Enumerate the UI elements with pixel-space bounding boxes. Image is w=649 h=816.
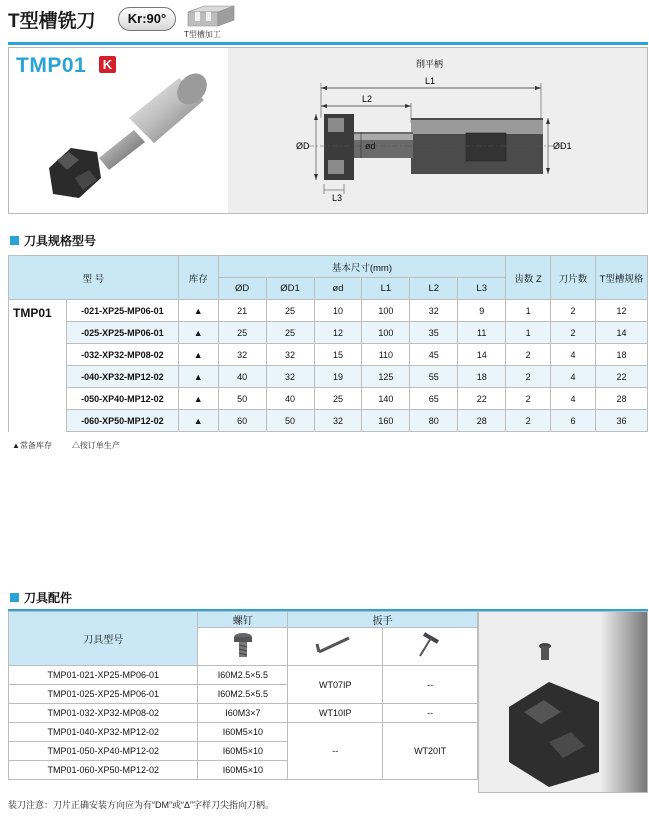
acc-wrench1: -- <box>288 723 383 780</box>
kr-angle-badge: Kr:90° <box>118 7 176 31</box>
spec-d: 60 <box>218 410 266 432</box>
series-name: TMP01 <box>9 300 67 432</box>
spec-l3: 22 <box>458 388 506 410</box>
header-stock: 库存 <box>178 256 218 300</box>
spec-d: 25 <box>314 388 362 410</box>
acc-model: TMP01-025-XP25-MP06-01 <box>9 685 198 704</box>
spec-inserts: 4 <box>551 366 596 388</box>
header-slot: T型槽规格 <box>595 256 647 300</box>
spec-l2: 45 <box>410 344 458 366</box>
acc-screw: I60M5×10 <box>198 761 288 780</box>
spec-row <box>9 344 648 366</box>
spec-l1: 100 <box>362 300 410 322</box>
spec-slot: 36 <box>595 410 647 432</box>
spec-d1: 25 <box>266 300 314 322</box>
spec-code: -060-XP50-MP12-02 <box>66 410 178 432</box>
spec-slot: 18 <box>595 344 647 366</box>
spec-l1: 140 <box>362 388 410 410</box>
spec-l1: 160 <box>362 410 410 432</box>
header-d1: ØD1 <box>266 278 314 300</box>
screw-image-cell <box>198 628 288 666</box>
l-wrench-icon <box>313 632 357 658</box>
spec-stock: ▲ <box>178 388 218 410</box>
acc-screw: I60M5×10 <box>198 723 288 742</box>
acc-wrench1: WT07IP <box>288 666 383 704</box>
spec-code: -040-XP32-MP12-02 <box>66 366 178 388</box>
stock-legend <box>12 440 120 451</box>
spec-z: 2 <box>506 388 551 410</box>
spec-d: 50 <box>218 388 266 410</box>
header-small-d: ød <box>314 278 362 300</box>
spec-row <box>9 300 648 322</box>
header-dimensions: 基本尺寸(mm) <box>218 256 505 278</box>
page-title: T型槽铣刀 <box>8 11 96 32</box>
header-inserts: 刀片数 <box>551 256 596 300</box>
spec-l2: 32 <box>410 300 458 322</box>
spec-z: 1 <box>506 322 551 344</box>
legend-stock: ▲常备库存 <box>12 441 52 450</box>
spec-stock: ▲ <box>178 344 218 366</box>
section-marker <box>10 236 19 245</box>
acc-model: TMP01-040-XP32-MP12-02 <box>9 723 198 742</box>
spec-slot: 14 <box>595 322 647 344</box>
acc-screw: I60M3×7 <box>198 704 288 723</box>
spec-inserts: 4 <box>551 344 596 366</box>
spec-l2: 65 <box>410 388 458 410</box>
spec-d: 10 <box>314 300 362 322</box>
header-model: 型 号 <box>9 256 179 300</box>
legend-order: △按订单生产 <box>71 441 120 450</box>
spec-code: -050-XP40-MP12-02 <box>66 388 178 410</box>
spec-d: 21 <box>218 300 266 322</box>
spec-z: 2 <box>506 366 551 388</box>
spec-z: 2 <box>506 410 551 432</box>
wrench-l-image-cell <box>288 628 383 666</box>
material-k-badge: K <box>99 56 116 73</box>
acc-screw: I60M2.5×5.5 <box>198 685 288 704</box>
spec-d: 15 <box>314 344 362 366</box>
acc-screw: I60M5×10 <box>198 742 288 761</box>
header-d: ØD <box>218 278 266 300</box>
spec-l3: 18 <box>458 366 506 388</box>
header-divider <box>8 42 648 45</box>
spec-slot: 12 <box>595 300 647 322</box>
dim-l1: L1 <box>425 76 436 86</box>
spec-l1: 125 <box>362 366 410 388</box>
spec-l2: 35 <box>410 322 458 344</box>
spec-stock: ▲ <box>178 322 218 344</box>
spec-section-title: 刀具规格型号 <box>24 234 97 248</box>
acc-header-screw: 螺钉 <box>198 612 288 628</box>
acc-header-model: 刀具型号 <box>9 612 198 666</box>
spec-l2: 55 <box>410 366 458 388</box>
spec-slot: 28 <box>595 388 647 410</box>
spec-inserts: 4 <box>551 388 596 410</box>
acc-wrench2: -- <box>383 666 478 704</box>
spec-z: 1 <box>506 300 551 322</box>
installation-note: 装刀注意：刀片正确安装方向应为有“DM”或“Δ”字样刀尖指向刀柄。 <box>8 800 274 810</box>
spec-l3: 14 <box>458 344 506 366</box>
spec-d1: 50 <box>266 410 314 432</box>
spec-l3: 28 <box>458 410 506 432</box>
spec-d: 12 <box>314 322 362 344</box>
spec-l3: 11 <box>458 322 506 344</box>
spec-slot: 22 <box>595 366 647 388</box>
spec-d: 40 <box>218 366 266 388</box>
accessory-photo <box>478 611 648 793</box>
spec-table <box>8 255 648 432</box>
spec-l1: 110 <box>362 344 410 366</box>
dim-l3: L3 <box>332 193 343 203</box>
spec-row <box>9 388 648 410</box>
spec-d1: 32 <box>266 366 314 388</box>
spec-inserts: 2 <box>551 322 596 344</box>
spec-d1: 25 <box>266 322 314 344</box>
dim-d1: ØD1 <box>553 141 572 151</box>
acc-screw: I60M2.5×5.5 <box>198 666 288 685</box>
header-teeth: 齿数 Z <box>506 256 551 300</box>
spec-code: -025-XP25-MP06-01 <box>66 322 178 344</box>
dim-small-d: ød <box>365 141 376 151</box>
spec-stock: ▲ <box>178 300 218 322</box>
spec-l2: 80 <box>410 410 458 432</box>
spec-stock: ▲ <box>178 410 218 432</box>
accessory-photo-image <box>479 612 647 792</box>
dim-l2: L2 <box>362 94 373 104</box>
spec-l1: 100 <box>362 322 410 344</box>
slot-caption: T型槽加工 <box>184 30 221 39</box>
header-l1: L1 <box>362 278 410 300</box>
accessory-table <box>8 611 478 780</box>
acc-wrench1: WT10IP <box>288 704 383 723</box>
spec-z: 2 <box>506 344 551 366</box>
technical-drawing <box>228 48 647 213</box>
spec-row <box>9 410 648 432</box>
spec-inserts: 2 <box>551 300 596 322</box>
spec-d: 32 <box>218 344 266 366</box>
spec-d: 32 <box>314 410 362 432</box>
spec-d1: 32 <box>266 344 314 366</box>
section-marker <box>10 593 19 602</box>
wrench-t-image-cell <box>383 628 478 666</box>
header-l2: L2 <box>410 278 458 300</box>
acc-model: TMP01-050-XP40-MP12-02 <box>9 742 198 761</box>
spec-code: -032-XP32-MP08-02 <box>66 344 178 366</box>
shank-label: 削平柄 <box>416 59 444 69</box>
model-name: TMP01 <box>16 54 87 77</box>
spec-inserts: 6 <box>551 410 596 432</box>
acc-model: TMP01-032-XP32-MP08-02 <box>9 704 198 723</box>
spec-d: 19 <box>314 366 362 388</box>
acc-model: TMP01-060-XP50-MP12-02 <box>9 761 198 780</box>
t-wrench-icon <box>408 632 452 658</box>
t-slot-icon <box>186 4 236 28</box>
accessory-section-title: 刀具配件 <box>24 591 73 605</box>
spec-d: 25 <box>218 322 266 344</box>
spec-row <box>9 322 648 344</box>
acc-header-wrench: 扳手 <box>288 612 478 628</box>
spec-code: -021-XP25-MP06-01 <box>66 300 178 322</box>
header-l3: L3 <box>458 278 506 300</box>
spec-stock: ▲ <box>178 366 218 388</box>
acc-wrench2: WT20IT <box>383 723 478 780</box>
spec-d1: 40 <box>266 388 314 410</box>
spec-l3: 9 <box>458 300 506 322</box>
acc-model: TMP01-021-XP25-MP06-01 <box>9 666 198 685</box>
dim-d: ØD <box>296 141 310 151</box>
acc-wrench2: -- <box>383 704 478 723</box>
screw-icon <box>231 630 255 660</box>
spec-row <box>9 366 648 388</box>
